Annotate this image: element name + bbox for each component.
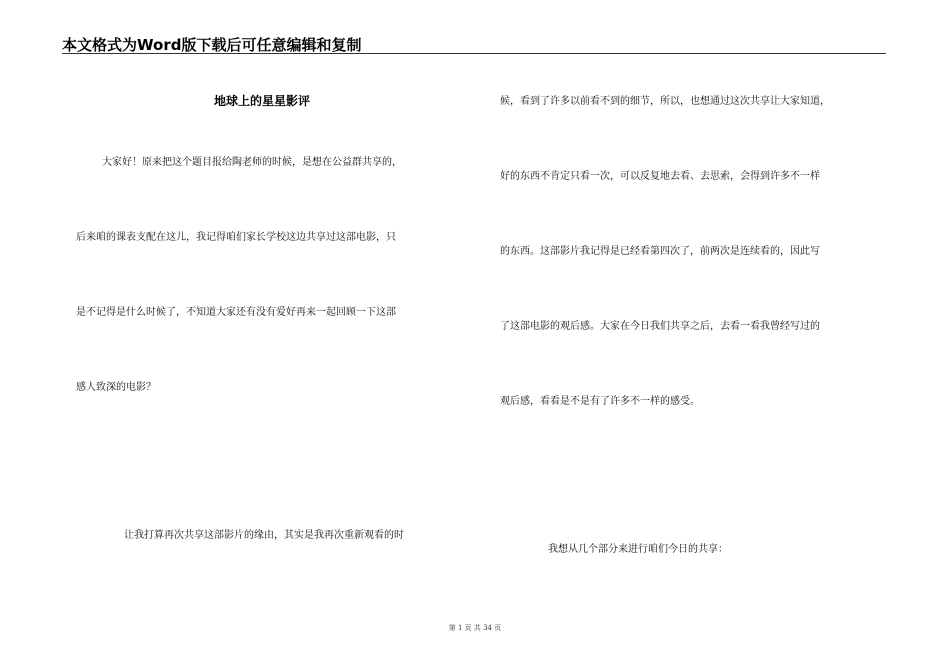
left-paragraph-line-2: 后来咱的课表支配在这儿，我记得咱们家长学校这边共享过这部电影，只 <box>76 232 396 243</box>
header-divider <box>62 53 886 54</box>
left-paragraph-line-3: 是不记得是什么时候了，不知道大家还有没有爱好再来一起回顾一下这部 <box>76 307 396 318</box>
document-banner: 本文格式为Word版下载后可任意编辑和复制 <box>62 36 362 54</box>
right-paragraph-line-6: 我想从几个部分来进行咱们今日的共享： <box>548 544 728 555</box>
right-paragraph-line-3: 的东西。这部影片我记得是已经看第四次了，前两次是连续看的，因此写 <box>500 246 820 257</box>
right-paragraph-line-5: 观后感，看看是不是有了许多不一样的感受。 <box>500 396 700 407</box>
right-paragraph-line-4: 了这部电影的观后感。大家在今日我们共享之后，去看一看我曾经写过的 <box>500 321 820 332</box>
page-number: 第 1 页 共 34 页 <box>448 624 502 632</box>
left-paragraph-line-4: 感人致深的电影？ <box>76 382 156 393</box>
right-paragraph-line-1: 候，看到了许多以前看不到的细节，所以，也想通过这次共享让大家知道， <box>500 96 830 107</box>
right-paragraph-line-2: 好的东西不肯定只看一次，可以反复地去看、去思索，会得到许多不一样 <box>500 171 820 182</box>
left-paragraph-line-5: 让我打算再次共享这部影片的缘由，其实是我再次重新观看的时 <box>124 530 404 541</box>
document-title: 地球上的星星影评 <box>213 94 310 108</box>
left-paragraph-line-1: 大家好！原来把这个题目报给陶老师的时候，是想在公益群共享的， <box>102 157 402 168</box>
